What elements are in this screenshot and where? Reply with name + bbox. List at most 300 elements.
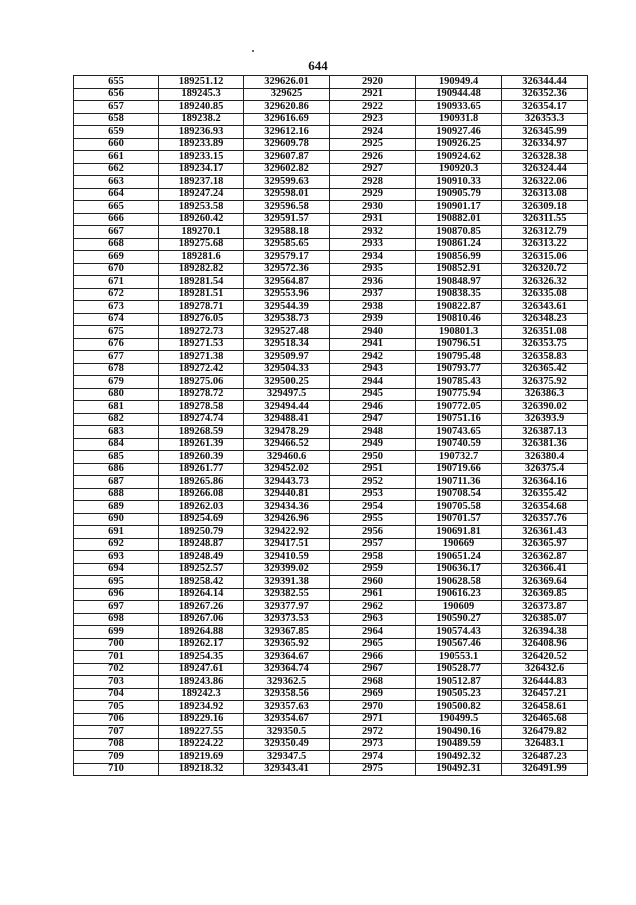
point-number-cell: 2954 <box>330 501 416 514</box>
point-number-cell: 2961 <box>330 588 416 601</box>
point-number-cell: 2963 <box>330 613 416 626</box>
point-number-cell: 655 <box>74 76 159 89</box>
y-coordinate-cell: 326362.87 <box>502 551 588 564</box>
x-coordinate-cell: 189242.3 <box>159 688 244 701</box>
x-coordinate-cell: 189251.12 <box>159 76 244 89</box>
point-number-cell: 675 <box>74 326 159 339</box>
point-number-cell: 2972 <box>330 726 416 739</box>
table-row <box>74 451 588 464</box>
y-coordinate-cell: 326487.23 <box>502 751 588 764</box>
table-row <box>74 713 588 726</box>
x-coordinate-cell: 190669 <box>416 538 502 551</box>
table-row <box>74 588 588 601</box>
table-row <box>74 576 588 589</box>
x-coordinate-cell: 189261.77 <box>159 463 244 476</box>
y-coordinate-cell: 329620.86 <box>244 101 330 114</box>
point-number-cell: 2956 <box>330 526 416 539</box>
point-number-cell: 690 <box>74 513 159 526</box>
x-coordinate-cell: 190861.24 <box>416 238 502 251</box>
coordinates-table-body <box>74 76 588 776</box>
point-number-cell: 2922 <box>330 101 416 114</box>
x-coordinate-cell: 190616.23 <box>416 588 502 601</box>
x-coordinate-cell: 190949.4 <box>416 76 502 89</box>
table-row <box>74 326 588 339</box>
y-coordinate-cell: 329343.41 <box>244 763 330 776</box>
y-coordinate-cell: 326420.52 <box>502 651 588 664</box>
y-coordinate-cell: 326393.9 <box>502 413 588 426</box>
point-number-cell: 682 <box>74 413 159 426</box>
y-coordinate-cell: 326381.36 <box>502 438 588 451</box>
y-coordinate-cell: 326335.08 <box>502 288 588 301</box>
x-coordinate-cell: 190910.33 <box>416 176 502 189</box>
point-number-cell: 663 <box>74 176 159 189</box>
x-coordinate-cell: 190905.79 <box>416 188 502 201</box>
point-number-cell: 2930 <box>330 201 416 214</box>
y-coordinate-cell: 326358.83 <box>502 351 588 364</box>
y-coordinate-cell: 326354.68 <box>502 501 588 514</box>
x-coordinate-cell: 189219.69 <box>159 751 244 764</box>
table-row <box>74 701 588 714</box>
y-coordinate-cell: 329564.87 <box>244 276 330 289</box>
x-coordinate-cell: 190492.32 <box>416 751 502 764</box>
table-row <box>74 438 588 451</box>
table-row <box>74 663 588 676</box>
point-number-cell: 2957 <box>330 538 416 551</box>
y-coordinate-cell: 326432.6 <box>502 663 588 676</box>
x-coordinate-cell: 190705.58 <box>416 501 502 514</box>
table-row <box>74 263 588 276</box>
point-number-cell: 2967 <box>330 663 416 676</box>
y-coordinate-cell: 329452.02 <box>244 463 330 476</box>
point-number-cell: 2948 <box>330 426 416 439</box>
y-coordinate-cell: 326324.44 <box>502 163 588 176</box>
point-number-cell: 680 <box>74 388 159 401</box>
point-number-cell: 2959 <box>330 563 416 576</box>
x-coordinate-cell: 190691.81 <box>416 526 502 539</box>
y-coordinate-cell: 329616.69 <box>244 113 330 126</box>
table-row <box>74 276 588 289</box>
x-coordinate-cell: 190785.43 <box>416 376 502 389</box>
point-number-cell: 666 <box>74 213 159 226</box>
y-coordinate-cell: 329347.5 <box>244 751 330 764</box>
table-row <box>74 501 588 514</box>
y-coordinate-cell: 329544.39 <box>244 301 330 314</box>
point-number-cell: 2962 <box>330 601 416 614</box>
x-coordinate-cell: 189234.92 <box>159 701 244 714</box>
x-coordinate-cell: 190944.48 <box>416 88 502 101</box>
point-number-cell: 683 <box>74 426 159 439</box>
point-number-cell: 2921 <box>330 88 416 101</box>
point-number-cell: 2939 <box>330 313 416 326</box>
x-coordinate-cell: 189266.08 <box>159 488 244 501</box>
y-coordinate-cell: 326348.23 <box>502 313 588 326</box>
x-coordinate-cell: 190751.16 <box>416 413 502 426</box>
point-number-cell: 2925 <box>330 138 416 151</box>
y-coordinate-cell: 326390.02 <box>502 401 588 414</box>
x-coordinate-cell: 190926.25 <box>416 138 502 151</box>
table-row <box>74 551 588 564</box>
table-row <box>74 413 588 426</box>
point-number-cell: 677 <box>74 351 159 364</box>
point-number-cell: 668 <box>74 238 159 251</box>
table-row <box>74 138 588 151</box>
point-number-cell: 678 <box>74 363 159 376</box>
y-coordinate-cell: 326345.99 <box>502 126 588 139</box>
x-coordinate-cell: 189238.2 <box>159 113 244 126</box>
point-number-cell: 2936 <box>330 276 416 289</box>
y-coordinate-cell: 329382.55 <box>244 588 330 601</box>
point-number-cell: 658 <box>74 113 159 126</box>
y-coordinate-cell: 329443.73 <box>244 476 330 489</box>
y-coordinate-cell: 326366.41 <box>502 563 588 576</box>
y-coordinate-cell: 326355.42 <box>502 488 588 501</box>
point-number-cell: 2949 <box>330 438 416 451</box>
x-coordinate-cell: 190870.85 <box>416 226 502 239</box>
x-coordinate-cell: 189250.79 <box>159 526 244 539</box>
point-number-cell: 684 <box>74 438 159 451</box>
y-coordinate-cell: 326458.61 <box>502 701 588 714</box>
x-coordinate-cell: 190772.05 <box>416 401 502 414</box>
x-coordinate-cell: 189260.42 <box>159 213 244 226</box>
x-coordinate-cell: 189281.54 <box>159 276 244 289</box>
x-coordinate-cell: 189233.15 <box>159 151 244 164</box>
x-coordinate-cell: 189274.74 <box>159 413 244 426</box>
y-coordinate-cell: 326353.3 <box>502 113 588 126</box>
x-coordinate-cell: 190492.31 <box>416 763 502 776</box>
x-coordinate-cell: 190740.59 <box>416 438 502 451</box>
y-coordinate-cell: 326364.16 <box>502 476 588 489</box>
y-coordinate-cell: 329602.82 <box>244 163 330 176</box>
x-coordinate-cell: 190636.17 <box>416 563 502 576</box>
table-row <box>74 601 588 614</box>
table-row <box>74 226 588 239</box>
point-number-cell: 695 <box>74 576 159 589</box>
point-number-cell: 2944 <box>330 376 416 389</box>
table-row <box>74 488 588 501</box>
x-coordinate-cell: 189254.69 <box>159 513 244 526</box>
x-coordinate-cell: 189281.6 <box>159 251 244 264</box>
point-number-cell: 698 <box>74 613 159 626</box>
table-row <box>74 563 588 576</box>
point-number-cell: 2952 <box>330 476 416 489</box>
point-number-cell: 2958 <box>330 551 416 564</box>
point-number-cell: 669 <box>74 251 159 264</box>
x-coordinate-cell: 190553.1 <box>416 651 502 664</box>
y-coordinate-cell: 326313.08 <box>502 188 588 201</box>
table-row <box>74 651 588 664</box>
table-row <box>74 313 588 326</box>
y-coordinate-cell: 329358.56 <box>244 688 330 701</box>
x-coordinate-cell: 189271.53 <box>159 338 244 351</box>
point-number-cell: 693 <box>74 551 159 564</box>
y-coordinate-cell: 326353.75 <box>502 338 588 351</box>
x-coordinate-cell: 190852.91 <box>416 263 502 276</box>
point-number-cell: 2938 <box>330 301 416 314</box>
y-coordinate-cell: 326313.22 <box>502 238 588 251</box>
point-number-cell: 2927 <box>330 163 416 176</box>
point-number-cell: 674 <box>74 313 159 326</box>
x-coordinate-cell: 189272.42 <box>159 363 244 376</box>
table-row <box>74 538 588 551</box>
point-number-cell: 665 <box>74 201 159 214</box>
y-coordinate-cell: 329625 <box>244 88 330 101</box>
y-coordinate-cell: 329599.63 <box>244 176 330 189</box>
y-coordinate-cell: 326375.92 <box>502 376 588 389</box>
coordinates-table <box>73 75 588 776</box>
y-coordinate-cell: 329596.58 <box>244 201 330 214</box>
point-number-cell: 2969 <box>330 688 416 701</box>
point-number-cell: 2974 <box>330 751 416 764</box>
y-coordinate-cell: 326369.85 <box>502 588 588 601</box>
table-row <box>74 101 588 114</box>
x-coordinate-cell: 190838.35 <box>416 288 502 301</box>
y-coordinate-cell: 329626.01 <box>244 76 330 89</box>
point-number-cell: 664 <box>74 188 159 201</box>
point-number-cell: 2937 <box>330 288 416 301</box>
point-number-cell: 2955 <box>330 513 416 526</box>
y-coordinate-cell: 329354.67 <box>244 713 330 726</box>
x-coordinate-cell: 190711.36 <box>416 476 502 489</box>
x-coordinate-cell: 189265.86 <box>159 476 244 489</box>
x-coordinate-cell: 190810.46 <box>416 313 502 326</box>
x-coordinate-cell: 190489.59 <box>416 738 502 751</box>
y-coordinate-cell: 329367.85 <box>244 626 330 639</box>
x-coordinate-cell: 189275.68 <box>159 238 244 251</box>
x-coordinate-cell: 190732.7 <box>416 451 502 464</box>
y-coordinate-cell: 329365.92 <box>244 638 330 651</box>
x-coordinate-cell: 189267.06 <box>159 613 244 626</box>
x-coordinate-cell: 190500.82 <box>416 701 502 714</box>
y-coordinate-cell: 326328.38 <box>502 151 588 164</box>
y-coordinate-cell: 329417.51 <box>244 538 330 551</box>
point-number-cell: 691 <box>74 526 159 539</box>
y-coordinate-cell: 329460.6 <box>244 451 330 464</box>
x-coordinate-cell: 190590.27 <box>416 613 502 626</box>
y-coordinate-cell: 329362.5 <box>244 676 330 689</box>
x-coordinate-cell: 189253.58 <box>159 201 244 214</box>
y-coordinate-cell: 329399.02 <box>244 563 330 576</box>
point-number-cell: 2945 <box>330 388 416 401</box>
x-coordinate-cell: 189270.1 <box>159 226 244 239</box>
y-coordinate-cell: 326365.42 <box>502 363 588 376</box>
point-number-cell: 705 <box>74 701 159 714</box>
x-coordinate-cell: 190651.24 <box>416 551 502 564</box>
y-coordinate-cell: 329478.29 <box>244 426 330 439</box>
x-coordinate-cell: 189264.88 <box>159 626 244 639</box>
table-row <box>74 363 588 376</box>
table-row <box>74 251 588 264</box>
x-coordinate-cell: 189224.22 <box>159 738 244 751</box>
y-coordinate-cell: 329612.16 <box>244 126 330 139</box>
point-number-cell: 667 <box>74 226 159 239</box>
x-coordinate-cell: 189248.49 <box>159 551 244 564</box>
point-number-cell: 671 <box>74 276 159 289</box>
x-coordinate-cell: 190933.65 <box>416 101 502 114</box>
x-coordinate-cell: 189240.85 <box>159 101 244 114</box>
table-row <box>74 288 588 301</box>
y-coordinate-cell: 329410.59 <box>244 551 330 564</box>
y-coordinate-cell: 329364.67 <box>244 651 330 664</box>
point-number-cell: 2950 <box>330 451 416 464</box>
table-row <box>74 188 588 201</box>
x-coordinate-cell: 190701.57 <box>416 513 502 526</box>
x-coordinate-cell: 189276.05 <box>159 313 244 326</box>
y-coordinate-cell: 326309.18 <box>502 201 588 214</box>
y-coordinate-cell: 329509.97 <box>244 351 330 364</box>
y-coordinate-cell: 326373.87 <box>502 601 588 614</box>
y-coordinate-cell: 326385.07 <box>502 613 588 626</box>
point-number-cell: 662 <box>74 163 159 176</box>
table-row <box>74 201 588 214</box>
table-row <box>74 401 588 414</box>
x-coordinate-cell: 190499.5 <box>416 713 502 726</box>
x-coordinate-cell: 190848.97 <box>416 276 502 289</box>
x-coordinate-cell: 189281.51 <box>159 288 244 301</box>
x-coordinate-cell: 189271.38 <box>159 351 244 364</box>
point-number-cell: 659 <box>74 126 159 139</box>
y-coordinate-cell: 326357.76 <box>502 513 588 526</box>
point-number-cell: 2970 <box>330 701 416 714</box>
table-row <box>74 176 588 189</box>
x-coordinate-cell: 190924.62 <box>416 151 502 164</box>
x-coordinate-cell: 190719.66 <box>416 463 502 476</box>
y-coordinate-cell: 326386.3 <box>502 388 588 401</box>
x-coordinate-cell: 190528.77 <box>416 663 502 676</box>
x-coordinate-cell: 190796.51 <box>416 338 502 351</box>
y-coordinate-cell: 329391.38 <box>244 576 330 589</box>
point-number-cell: 703 <box>74 676 159 689</box>
point-number-cell: 2928 <box>330 176 416 189</box>
x-coordinate-cell: 190628.58 <box>416 576 502 589</box>
point-number-cell: 2965 <box>330 638 416 651</box>
x-coordinate-cell: 189248.87 <box>159 538 244 551</box>
point-number-cell: 2946 <box>330 401 416 414</box>
x-coordinate-cell: 190775.94 <box>416 388 502 401</box>
x-coordinate-cell: 190920.3 <box>416 163 502 176</box>
point-number-cell: 686 <box>74 463 159 476</box>
table-row <box>74 626 588 639</box>
x-coordinate-cell: 190743.65 <box>416 426 502 439</box>
y-coordinate-cell: 329466.52 <box>244 438 330 451</box>
point-number-cell: 2934 <box>330 251 416 264</box>
y-coordinate-cell: 326375.4 <box>502 463 588 476</box>
y-coordinate-cell: 326352.36 <box>502 88 588 101</box>
y-coordinate-cell: 329588.18 <box>244 226 330 239</box>
point-number-cell: 685 <box>74 451 159 464</box>
point-number-cell: 670 <box>74 263 159 276</box>
point-number-cell: 673 <box>74 301 159 314</box>
table-row <box>74 213 588 226</box>
y-coordinate-cell: 329350.5 <box>244 726 330 739</box>
y-coordinate-cell: 329434.36 <box>244 501 330 514</box>
point-number-cell: 696 <box>74 588 159 601</box>
x-coordinate-cell: 190708.54 <box>416 488 502 501</box>
y-coordinate-cell: 326408.96 <box>502 638 588 651</box>
x-coordinate-cell: 190490.16 <box>416 726 502 739</box>
x-coordinate-cell: 190574.43 <box>416 626 502 639</box>
point-number-cell: 2975 <box>330 763 416 776</box>
point-number-cell: 697 <box>74 601 159 614</box>
x-coordinate-cell: 189262.03 <box>159 501 244 514</box>
point-number-cell: 2971 <box>330 713 416 726</box>
x-coordinate-cell: 189227.55 <box>159 726 244 739</box>
y-coordinate-cell: 329494.44 <box>244 401 330 414</box>
x-coordinate-cell: 189236.93 <box>159 126 244 139</box>
point-number-cell: 2951 <box>330 463 416 476</box>
point-number-cell: 709 <box>74 751 159 764</box>
point-number-cell: 2941 <box>330 338 416 351</box>
table-row <box>74 113 588 126</box>
x-coordinate-cell: 189258.42 <box>159 576 244 589</box>
x-coordinate-cell: 189282.82 <box>159 263 244 276</box>
point-number-cell: 708 <box>74 738 159 751</box>
x-coordinate-cell: 189275.06 <box>159 376 244 389</box>
table-row <box>74 476 588 489</box>
point-number-cell: 687 <box>74 476 159 489</box>
y-coordinate-cell: 326343.61 <box>502 301 588 314</box>
x-coordinate-cell: 190822.87 <box>416 301 502 314</box>
point-number-cell: 657 <box>74 101 159 114</box>
x-coordinate-cell: 190793.77 <box>416 363 502 376</box>
x-coordinate-cell: 190609 <box>416 601 502 614</box>
x-coordinate-cell: 190856.99 <box>416 251 502 264</box>
table-row <box>74 688 588 701</box>
table-row <box>74 513 588 526</box>
point-number-cell: 704 <box>74 688 159 701</box>
y-coordinate-cell: 329350.49 <box>244 738 330 751</box>
y-coordinate-cell: 329440.81 <box>244 488 330 501</box>
y-coordinate-cell: 329497.5 <box>244 388 330 401</box>
y-coordinate-cell: 329579.17 <box>244 251 330 264</box>
y-coordinate-cell: 329585.65 <box>244 238 330 251</box>
table-row <box>74 638 588 651</box>
x-coordinate-cell: 189247.24 <box>159 188 244 201</box>
y-coordinate-cell: 329488.41 <box>244 413 330 426</box>
y-coordinate-cell: 329518.34 <box>244 338 330 351</box>
table-row <box>74 463 588 476</box>
y-coordinate-cell: 326311.55 <box>502 213 588 226</box>
point-number-cell: 2973 <box>330 738 416 751</box>
scan-speck <box>252 50 254 52</box>
y-coordinate-cell: 326365.97 <box>502 538 588 551</box>
y-coordinate-cell: 326351.08 <box>502 326 588 339</box>
point-number-cell: 2943 <box>330 363 416 376</box>
y-coordinate-cell: 329591.57 <box>244 213 330 226</box>
table-row <box>74 301 588 314</box>
point-number-cell: 2923 <box>330 113 416 126</box>
table-row <box>74 351 588 364</box>
point-number-cell: 710 <box>74 763 159 776</box>
table-row <box>74 726 588 739</box>
point-number-cell: 2953 <box>330 488 416 501</box>
y-coordinate-cell: 329422.92 <box>244 526 330 539</box>
point-number-cell: 699 <box>74 626 159 639</box>
y-coordinate-cell: 329538.73 <box>244 313 330 326</box>
table-row <box>74 88 588 101</box>
point-number-cell: 707 <box>74 726 159 739</box>
x-coordinate-cell: 189262.17 <box>159 638 244 651</box>
x-coordinate-cell: 189278.71 <box>159 301 244 314</box>
table-row <box>74 426 588 439</box>
y-coordinate-cell: 326394.38 <box>502 626 588 639</box>
y-coordinate-cell: 329607.87 <box>244 151 330 164</box>
y-coordinate-cell: 329500.25 <box>244 376 330 389</box>
y-coordinate-cell: 329527.48 <box>244 326 330 339</box>
y-coordinate-cell: 326315.06 <box>502 251 588 264</box>
y-coordinate-cell: 326361.43 <box>502 526 588 539</box>
x-coordinate-cell: 189264.14 <box>159 588 244 601</box>
table-row <box>74 738 588 751</box>
